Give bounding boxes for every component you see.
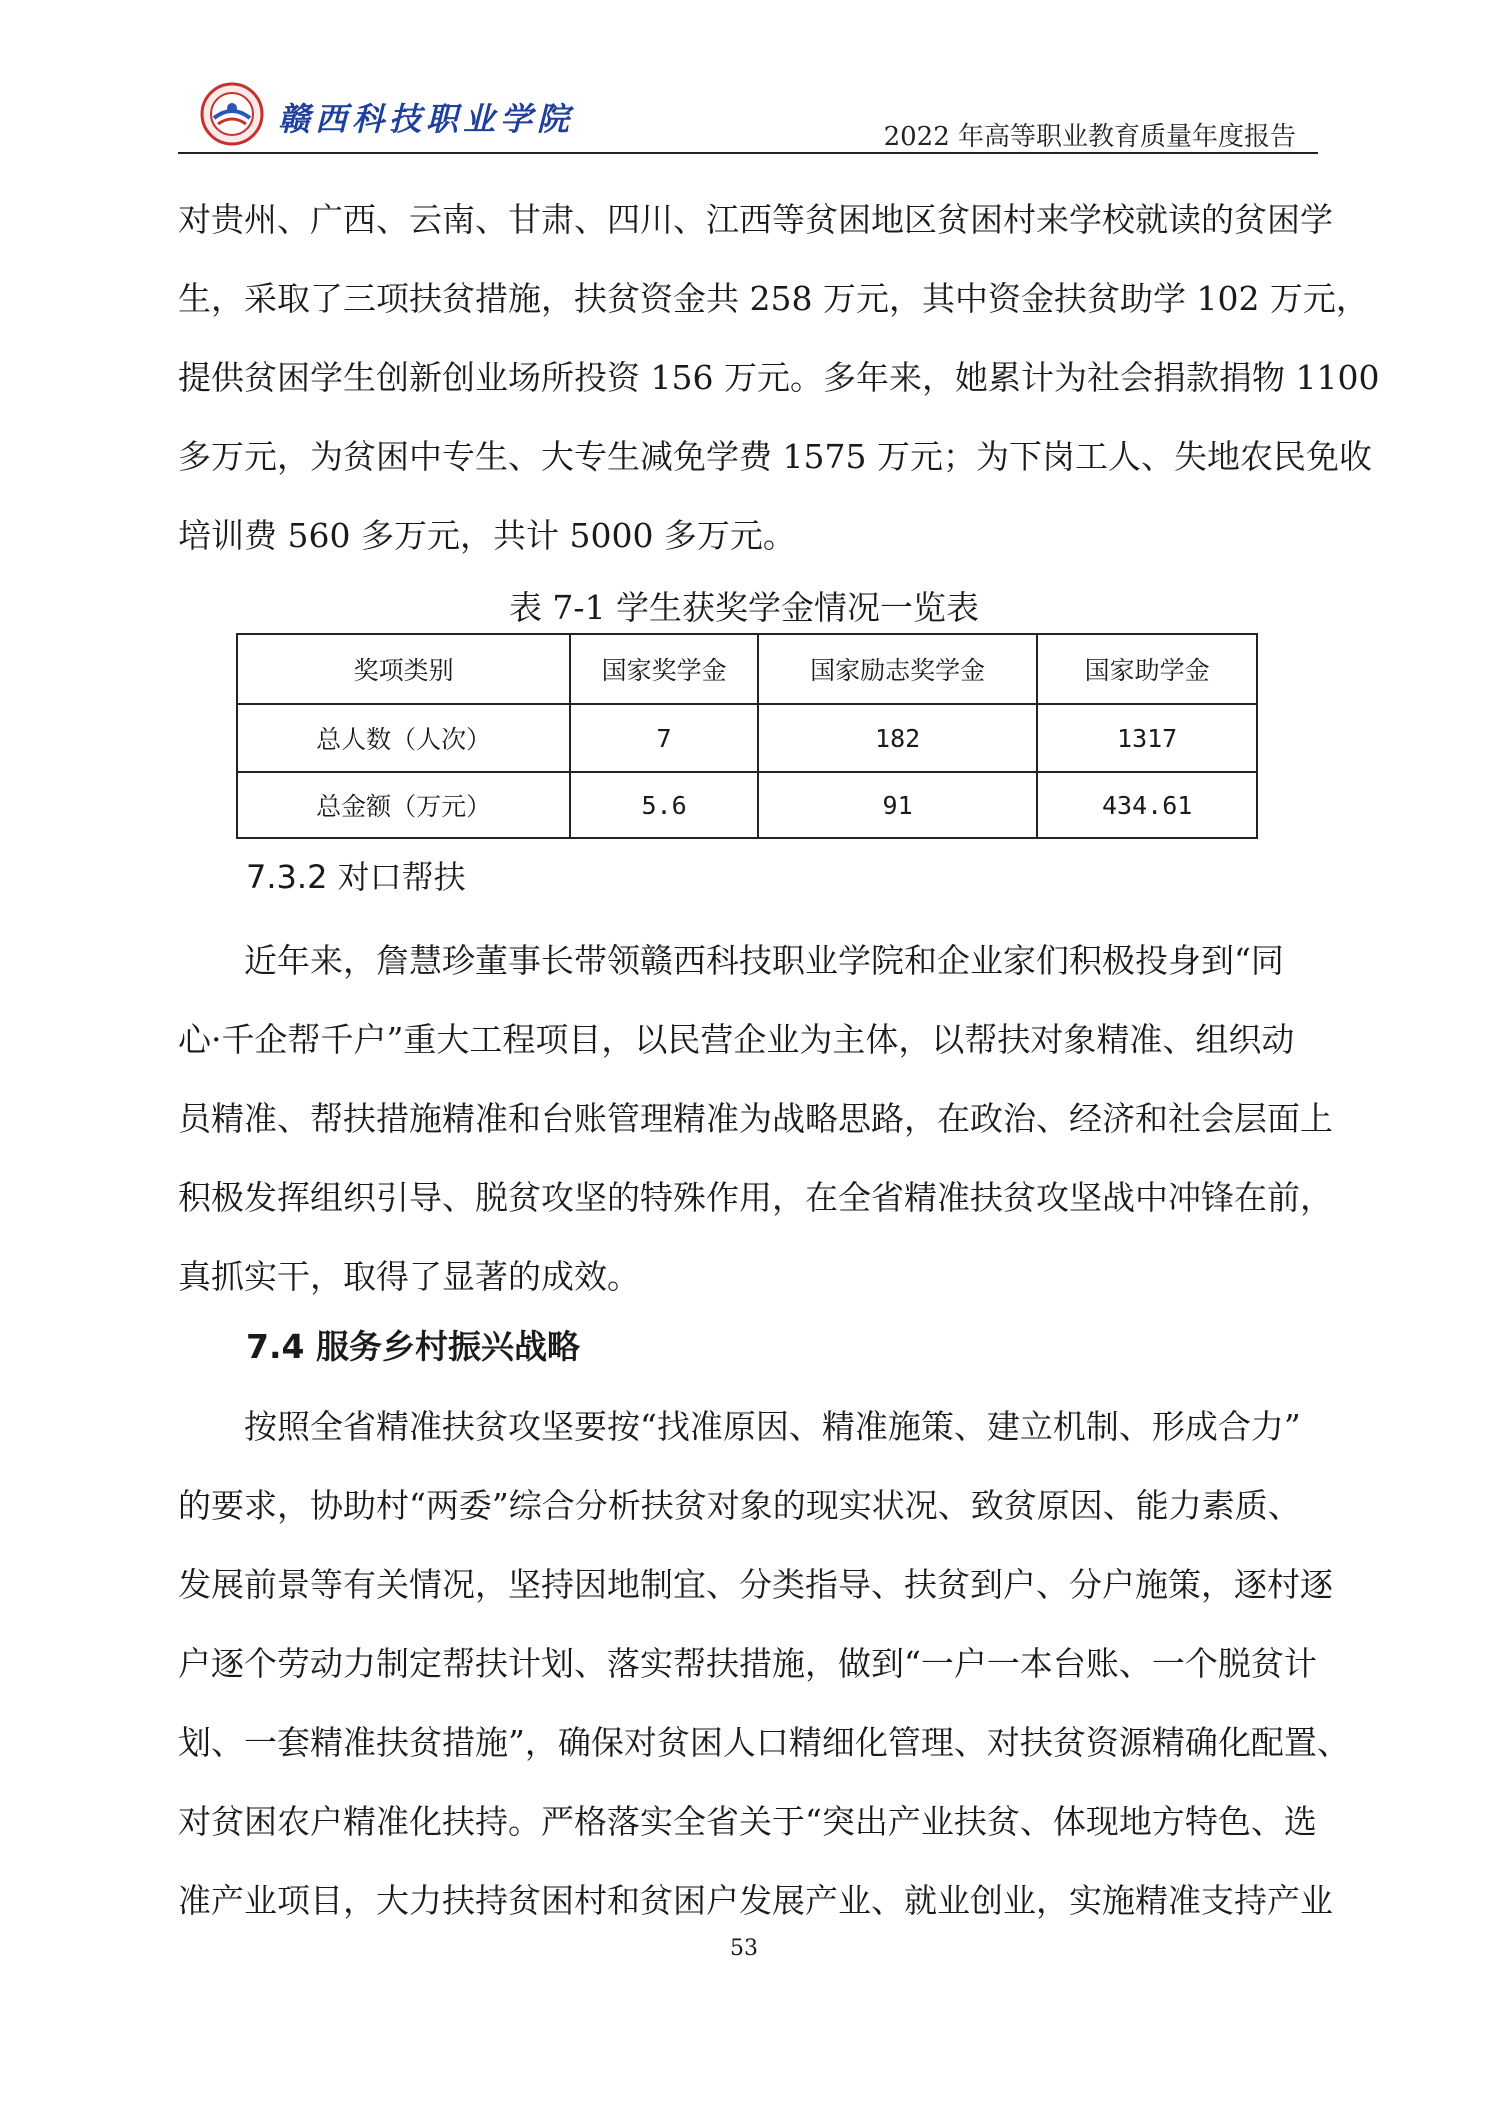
scholarship-table — [236, 633, 1258, 839]
text-line: 对贵州、广西、云南、甘肃、四川、江西等贫困地区贫困村来学校就读的贫困学 — [178, 200, 1333, 239]
table-header-cell: 国家励志奖学金 — [758, 634, 1037, 704]
section-heading-7-4: 7.4 服务乡村振兴战略 — [246, 1327, 580, 1366]
page-number: 53 — [730, 1936, 758, 1961]
table-header-cell: 国家奖学金 — [570, 634, 758, 704]
paragraph-poverty-aid — [178, 180, 1380, 575]
table-cell: 5.6 — [570, 772, 758, 838]
table-cell: 总金额（万元） — [237, 772, 570, 838]
table-header-cell: 奖项类别 — [237, 634, 570, 704]
table-row — [237, 772, 1257, 838]
school-logo-icon — [200, 82, 264, 146]
text-line: 发展前景等有关情况，坚持因地制宜、分类指导、扶贫到户、分户施策，逐村逐 — [178, 1565, 1333, 1604]
text-line: 积极发挥组织引导、脱贫攻坚的特殊作用，在全省精准扶贫攻坚战中冲锋在前， — [178, 1178, 1333, 1217]
table-caption: 表 7-1 学生获奖学金情况一览表 — [508, 588, 980, 627]
paragraph-rural-revitalization — [178, 1387, 1350, 1940]
table-cell: 总人数（人次） — [237, 704, 570, 772]
text-line: 的要求，协助村“两委”综合分析扶贫对象的现实状况、致贫原因、能力素质、 — [178, 1486, 1301, 1525]
table-cell: 91 — [758, 772, 1037, 838]
text-line: 员精准、帮扶措施精准和台账管理精准为战略思路，在政治、经济和社会层面上 — [178, 1099, 1333, 1138]
table-row — [237, 704, 1257, 772]
text-line: 多万元，为贫困中专生、大专生减免学费 1575 万元；为下岗工人、失地农民免收 — [178, 437, 1372, 476]
text-line: 对贫困农户精准化扶持。严格落实全省关于“突出产业扶贫、体现地方特色、选 — [178, 1802, 1317, 1841]
school-name: 赣西科技职业学院 — [278, 100, 575, 138]
table-header-row — [237, 634, 1257, 704]
text-line: 按照全省精准扶贫攻坚要按“找准原因、精准施策、建立机制、形成合力” — [244, 1407, 1301, 1446]
text-line: 真抓实干，取得了显著的成效。 — [178, 1257, 640, 1296]
text-line: 培训费 560 多万元，共计 5000 多万元。 — [178, 516, 796, 555]
text-line: 近年来，詹慧珍董事长带领赣西科技职业学院和企业家们积极投身到“同 — [244, 941, 1284, 980]
report-title: 2022 年高等职业教育质量年度报告 — [883, 122, 1296, 152]
paragraph-assistance — [178, 921, 1333, 1316]
text-line: 生，采取了三项扶贫措施，扶贫资金共 258 万元，其中资金扶贫助学 102 万元， — [178, 279, 1369, 318]
text-line: 心·千企帮千户”重大工程项目，以民营企业为主体，以帮扶对象精准、组织动 — [178, 1020, 1295, 1059]
table-cell: 1317 — [1037, 704, 1257, 772]
table-cell: 182 — [758, 704, 1037, 772]
text-line: 提供贫困学生创新创业场所投资 156 万元。多年来，她累计为社会捐款捐物 1100 — [178, 358, 1380, 397]
text-line: 划、一套精准扶贫措施”，确保对贫困人口精细化管理、对扶贫资源精确化配置、 — [178, 1723, 1350, 1762]
page-header — [178, 78, 1318, 154]
table-header-cell: 国家助学金 — [1037, 634, 1257, 704]
table-cell: 7 — [570, 704, 758, 772]
table-cell: 434.61 — [1037, 772, 1257, 838]
text-line: 准产业项目，大力扶持贫困村和贫困户发展产业、就业创业，实施精准支持产业 — [178, 1881, 1333, 1920]
section-heading-7-3-2: 7.3.2 对口帮扶 — [246, 858, 466, 896]
text-line: 户逐个劳动力制定帮扶计划、落实帮扶措施，做到“一户一本台账、一个脱贫计 — [178, 1644, 1317, 1683]
